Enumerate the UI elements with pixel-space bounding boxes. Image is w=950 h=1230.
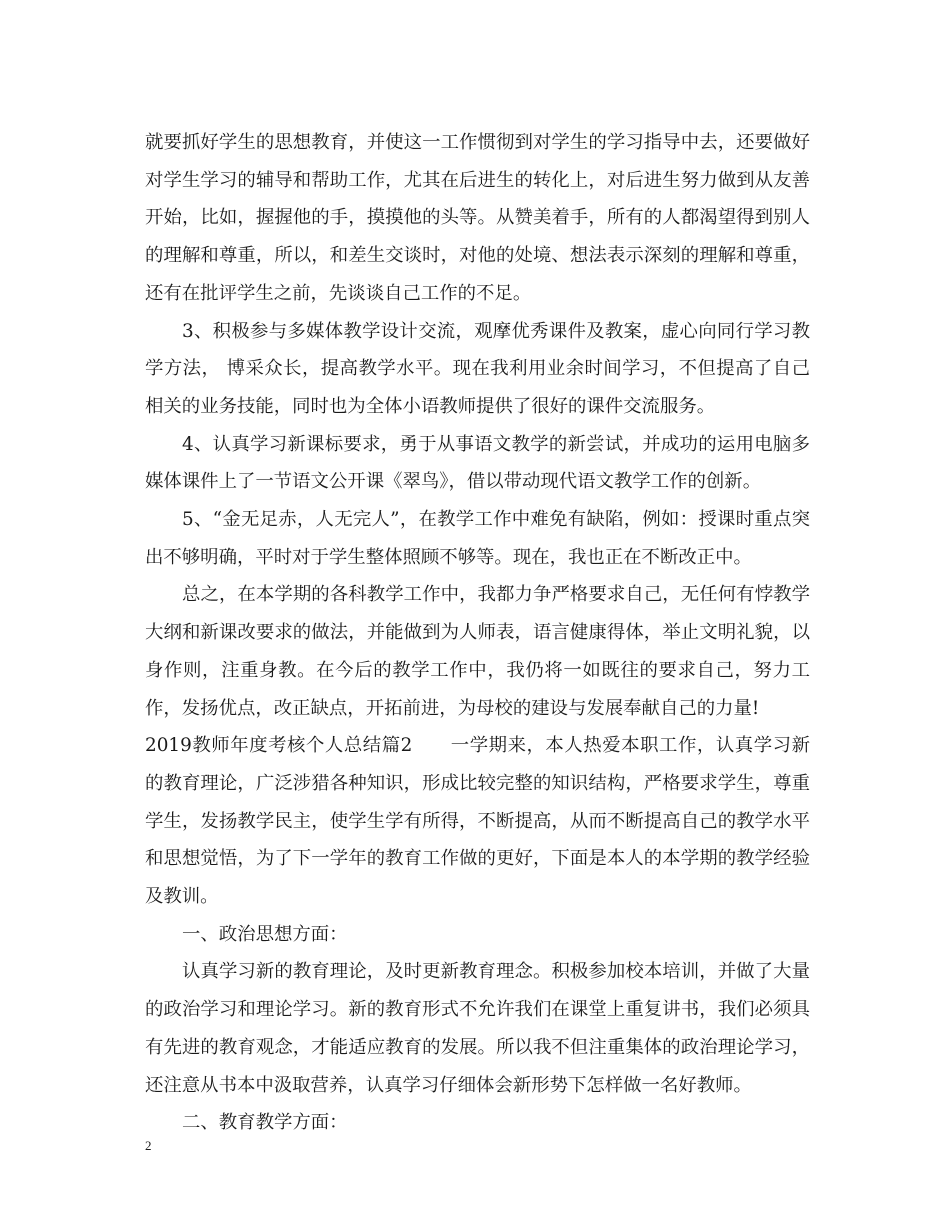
paragraph-summary: 总之，在本学期的各科教学工作中，我都力争严格要求自己，无任何有悖教学大纲和新课改要求的做法，并能做到为人师表，语言健康得体，举止文明礼貌，以身作则，注重身教。在今后的教学工作中，我仍将一如既往的要求自己，努力工作，发扬优点，改正缺点，开拓前进，为母校的建设与发展奉献自己的力量! — [145, 584, 810, 719]
paragraph-section-title-2: 2019教师年度考核个人总结篇2 一学期来，本人热爱本职工作，认真学习新的教育理论，广泛涉猎各种知识，形成比较完整的知识结构，严格要求学生，尊重学生，发扬教学民主，使学生学有所得，不断提高，从而不断提高自己的教学水平和思想觉悟，为了下一学年的教育工作做的更好，下面是本人的本学期的教学经验及教训。 — [145, 735, 810, 908]
heading-teaching: 二、教育教学方面： — [182, 1112, 348, 1134]
paragraph-item-3: 3、积极参与多媒体教学设计交流，观摩优秀课件及教案，虚心向同行学习教学方法， 博采众长，提高教学水平。现在我利用业余时间学习，不但提高了自己相关的业务技能，同时也为全体小语教师提供了很好的课件交流服务。 — [145, 320, 810, 417]
page-number: 2 — [145, 1138, 152, 1153]
document-body — [145, 124, 810, 1142]
paragraph-item-4: 4、认真学习新课标要求，勇于从事语文教学的新尝试，并成功的运用电脑多媒体课件上了一节语文公开课《翠鸟》，借以带动现代语文教学工作的创新。 — [145, 433, 810, 493]
paragraph-item-5: 5、“金无足赤，人无完人”，在教学工作中难免有缺陷，例如：授课时重点突出不够明确，平时对于学生整体照顾不够等。现在，我也正在不断改正中。 — [145, 509, 810, 568]
paragraph-continuation: 就要抓好学生的思想教育，并使这一工作惯彻到对学生的学习指导中去，还要做好对学生学习的辅导和帮助工作，尤其在后进生的转化上，对后进生努力做到从友善开始，比如，握握他的手，摸摸他的头等。从赞美着手，所有的人都渴望得到别人的理解和尊重，所以，和差生交谈时，对他的处境、想法表示深刻的理解和尊重，还有在批评学生之前，先谈谈自己工作的不足。 — [145, 132, 810, 304]
paragraph-political: 认真学习新的教育理论，及时更新教育理念。积极参加校本培训，并做了大量的政治学习和理论学习。新的教育形式不允许我们在课堂上重复讲书，我们必须具有先进的教育观念，才能适应教育的发展。所以我不但注重集体的政治理论学习，还注意从书本中汲取营养，认真学习仔细体会新形势下怎样做一名好教师。 — [145, 961, 810, 1096]
heading-political: 一、政治思想方面： — [182, 923, 348, 945]
